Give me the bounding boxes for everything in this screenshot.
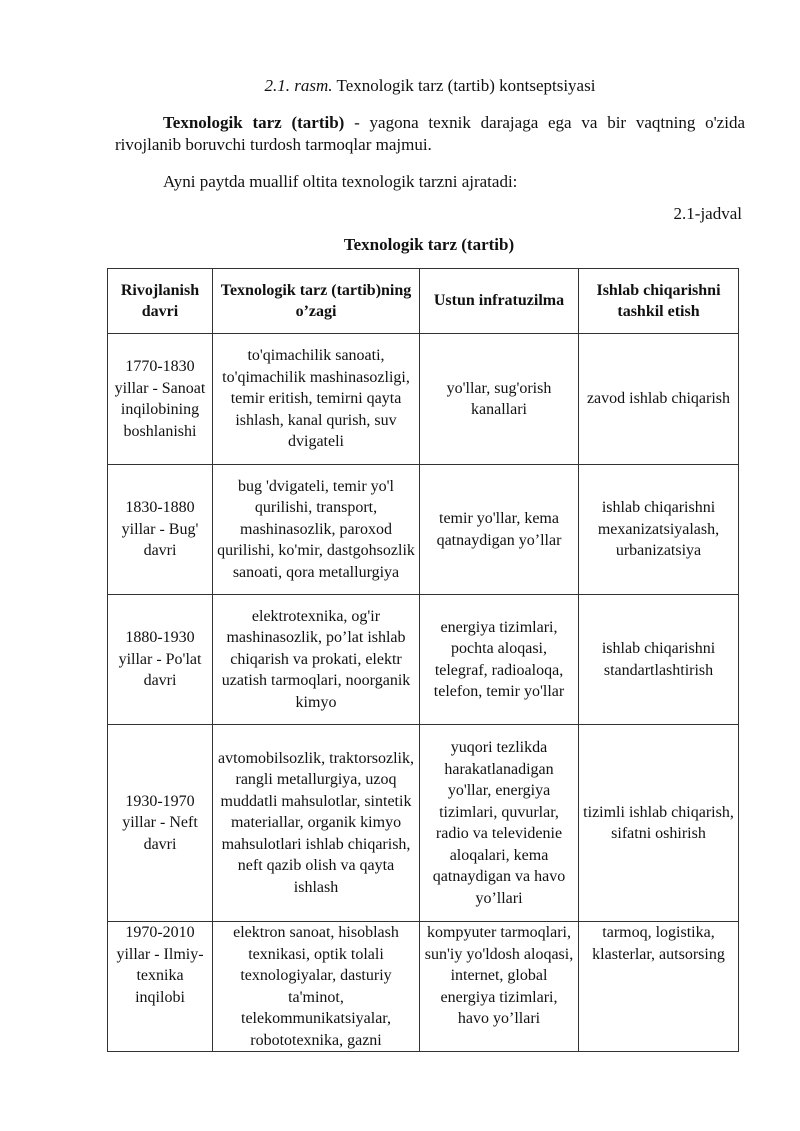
technological-modes-table	[107, 268, 739, 1052]
caption-number: 2.1. rasm.	[264, 76, 333, 95]
figure-caption	[0, 76, 800, 96]
header-period: Rivojlanish davri	[108, 269, 213, 334]
cell-infrastructure: yuqori tezlikda harakatlanadigan yo'llar, energiya tizimlari, quvurlar, radio va televidenie aloqalari, kema qatnaydigan va havo yo’llari	[420, 725, 579, 922]
cell-core: avtomobilsozlik, traktorsozlik, rangli metallurgiya, uzoq muddatli mahsulotlar, sintetik materiallar, organik kimyo mahsulotlari ishlab chiqarish, neft qazib olish va qayta ishlash	[213, 725, 420, 922]
cell-period: 1970-2010 yillar - Ilmiy-texnika inqilobi	[108, 922, 213, 1052]
header-organization: Ishlab chiqarishni tashkil etish	[579, 269, 739, 334]
cell-organization: tarmoq, logistika, klasterlar, autsorsing	[579, 922, 739, 1052]
cell-infrastructure: temir yo'llar, kema qatnaydigan yo’llar	[420, 465, 579, 595]
cell-period: 1770-1830 yillar - Sanoat inqilobining boshlanishi	[108, 334, 213, 465]
definition-term: Texnologik tarz (tartib)	[163, 113, 345, 132]
caption-text: Texnologik tarz (tartib) kontseptsiyasi	[336, 76, 596, 95]
table-header-row	[108, 269, 739, 334]
cell-period: 1880-1930 yillar - Po'lat davri	[108, 595, 213, 725]
cell-organization: ishlab chiqarishni mexanizatsiyalash, urbanizatsiya	[579, 465, 739, 595]
table-number: 2.1-jadval	[673, 204, 742, 223]
table-row	[108, 922, 739, 1052]
intro-paragraph: Ayni paytda muallif oltita texnologik tarzni ajratadi:	[163, 172, 518, 191]
cell-organization: tizimli ishlab chiqarish, sifatni oshirish	[579, 725, 739, 922]
cell-organization: zavod ishlab chiqarish	[579, 334, 739, 465]
cell-core: bug 'dvigateli, temir yo'l qurilishi, transport, mashinasozlik, paroxod qurilishi, ko'mir, dastgohsozlik sanoati, qora metallurgiya	[213, 465, 420, 595]
header-infrastructure: Ustun infratuzilma	[420, 269, 579, 334]
header-core: Texnologik tarz (tartib)ning o’zagi	[213, 269, 420, 334]
definition-text: - yagona texnik darajaga ega va bir vaqtning o'zida rivojlanib boruvchi turdosh tarmoqlar majmui.	[115, 113, 745, 154]
table-title: Texnologik tarz (tartib)	[343, 235, 515, 254]
table-row	[108, 334, 739, 465]
cell-core: elektrotexnika, og'ir mashinasozlik, po’lat ishlab chiqarish va prokati, elektr uzatish tarmoqlari, noorganik kimyo	[213, 595, 420, 725]
cell-infrastructure: kompyuter tarmoqlari, sun'iy yo'ldosh aloqasi, internet, global energiya tizimlari, havo yo’llari	[420, 922, 579, 1052]
cell-period: 1830-1880 yillar - Bug' davri	[108, 465, 213, 595]
table-row	[108, 465, 739, 595]
definition-paragraph	[115, 112, 745, 156]
cell-core: to'qimachilik sanoati, to'qimachilik mashinasozligi, temir eritish, temirni qayta ishlash, kanal qurish, suv dvigateli	[213, 334, 420, 465]
cell-infrastructure: energiya tizimlari, pochta aloqasi, telegraf, radioaloqa, telefon, temir yo'llar	[420, 595, 579, 725]
cell-organization: ishlab chiqarishni standartlashtirish	[579, 595, 739, 725]
cell-infrastructure: yo'llar, sug'orish kanallari	[420, 334, 579, 465]
cell-core: elektron sanoat, hisoblash texnikasi, optik tolali texnologiyalar, dasturiy ta'minot, telekommunikatsiyalar, robototexnika, gazni	[213, 922, 420, 1052]
cell-period: 1930-1970 yillar - Neft davri	[108, 725, 213, 922]
table-row	[108, 595, 739, 725]
table-row	[108, 725, 739, 922]
